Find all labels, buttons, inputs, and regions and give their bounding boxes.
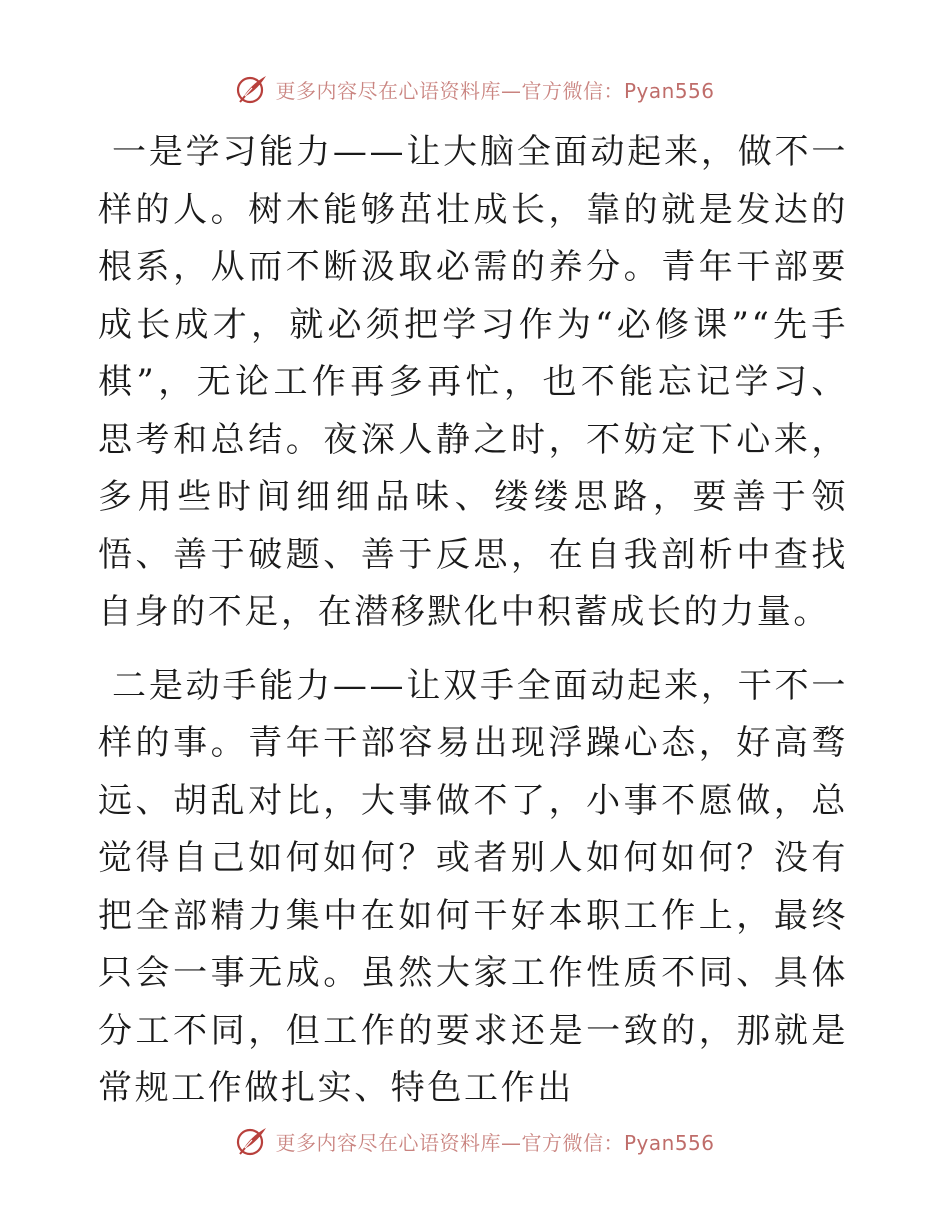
watermark-handle: Pyan556 — [623, 1130, 715, 1155]
paragraph-2 — [98, 658, 848, 1118]
watermark-handle: Pyan556 — [623, 78, 715, 103]
feather-pen-logo-icon — [235, 1124, 269, 1158]
watermark-header — [0, 72, 950, 106]
paragraph-2-lead: 二是动手能力——让双手全面动起来，干不一样 — [98, 665, 848, 763]
watermark-text — [275, 1127, 714, 1156]
watermark-footer — [0, 1124, 950, 1158]
paragraph-1-lead: 一是学习能力——让大脑全面动起来，做不一样 — [98, 132, 848, 230]
paragraph-1-text: 的人。树木能够茁壮成长，靠的就是发达的根系，从而不断汲取必需的养分。青年干部要成长成才，就必须把学习作为“必修课”“先手棋”，无论工作再多再忙，也不能忘记学习、思考和总结。夜深人静之时，不妨定下心来，多用些时间细细品味、缕缕思路，要善于领悟、善于破题、善于反思，在自我剖析中查找自身的不足，在潜移默化中积蓄成长的力量。 — [98, 189, 848, 632]
paragraph-2-text: 的事。青年干部容易出现浮躁心态，好高骛远、胡乱对比，大事做不了，小事不愿做，总觉得自己如何如何？或者别人如何如何？没有把全部精力集中在如何干好本职工作上，最终只会一事无成。虽然大家工作性质不同、具体分工不同，但工作的要求还是一致的，那就是常规工作做扎实、特色工作出 — [98, 723, 848, 1108]
document-body — [98, 124, 848, 1118]
feather-pen-logo-icon — [235, 72, 269, 106]
watermark-cn-text: 更多内容尽在心语资料库—官方微信： — [275, 78, 624, 103]
watermark-text — [275, 75, 714, 104]
paragraph-1 — [98, 124, 848, 642]
watermark-cn-text: 更多内容尽在心语资料库—官方微信： — [275, 1130, 624, 1155]
